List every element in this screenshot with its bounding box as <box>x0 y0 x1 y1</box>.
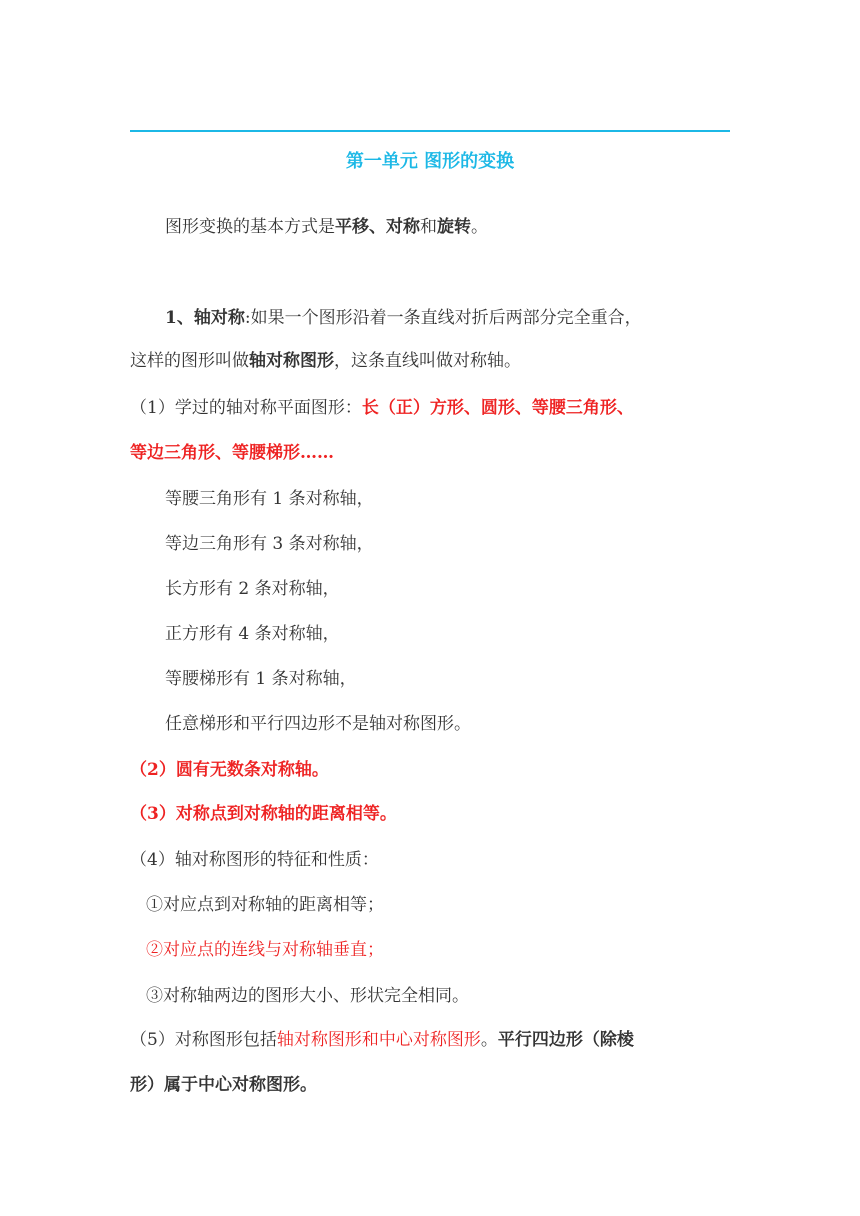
point5-red: 轴对称图形和中心对称图形 <box>276 1030 481 1050</box>
axial-def2-a: 这样的图形叫做 <box>130 351 249 371</box>
point5-prefix: （5）对称图形包括 <box>130 1030 277 1050</box>
term-rotation: 旋转 <box>437 217 471 237</box>
point1-shapes-2: 等边三角形、等腰梯形…… <box>130 443 334 463</box>
page-title: 第一单元 图形的变换 <box>345 151 515 172</box>
axial-definition-line1 <box>165 306 642 330</box>
point5-line1 <box>130 1028 634 1052</box>
axis-count-square: 正方形有 4 条对称轴， <box>165 624 340 644</box>
intro-sep2: 和 <box>420 217 437 237</box>
axial-term: 轴对称 <box>193 308 245 328</box>
axis-count-rectangle: 长方形有 2 条对称轴， <box>165 579 340 599</box>
axis-count-isosceles-triangle: 等腰三角形有 1 条对称轴， <box>165 489 374 509</box>
term-symmetry: 对称 <box>386 217 420 237</box>
point1-label: （1）学过的轴对称平面图形： <box>130 398 362 418</box>
point1-line1 <box>130 396 634 420</box>
axial-def2-b: ，这条直线叫做对称轴。 <box>334 351 521 371</box>
title-rule <box>130 130 730 132</box>
axial-def1: :如果一个图形沿着一条直线对折后两部分完全重合， <box>244 308 642 328</box>
intro-end: 。 <box>471 217 488 237</box>
axial-def2-term: 轴对称图形 <box>249 351 334 371</box>
intro-line <box>165 215 488 239</box>
property-3: ③对称轴两边的图形大小、形状完全相同。 <box>146 986 469 1006</box>
point5-bold1: 平行四边形（除棱 <box>497 1030 634 1050</box>
point4-label: （4）轴对称图形的特征和性质： <box>130 850 379 870</box>
point5-bold2: 形）属于中心对称图形。 <box>130 1075 317 1095</box>
axis-count-non-symmetric: 任意梯形和平行四边形不是轴对称图形。 <box>165 714 471 734</box>
axial-definition-line2 <box>130 349 521 373</box>
axis-count-isosceles-trapezoid: 等腰梯形有 1 条对称轴， <box>165 669 357 689</box>
point2: （2）圆有无数条对称轴。 <box>130 760 329 780</box>
axial-number: 1、 <box>165 308 194 328</box>
property-1: ①对应点到对称轴的距离相等； <box>146 895 384 915</box>
point5-period: 。 <box>480 1030 498 1050</box>
point1-shapes-1: 长（正）方形、圆形、等腰三角形、 <box>361 398 634 418</box>
intro-prefix: 图形变换的基本方式是 <box>165 217 335 237</box>
axis-count-equilateral-triangle: 等边三角形有 3 条对称轴， <box>165 534 374 554</box>
term-translation: 平移 <box>335 217 369 237</box>
point3: （3）对称点到对称轴的距离相等。 <box>130 804 397 824</box>
intro-sep1: 、 <box>369 217 386 237</box>
property-2: ②对应点的连线与对称轴垂直； <box>146 940 384 960</box>
